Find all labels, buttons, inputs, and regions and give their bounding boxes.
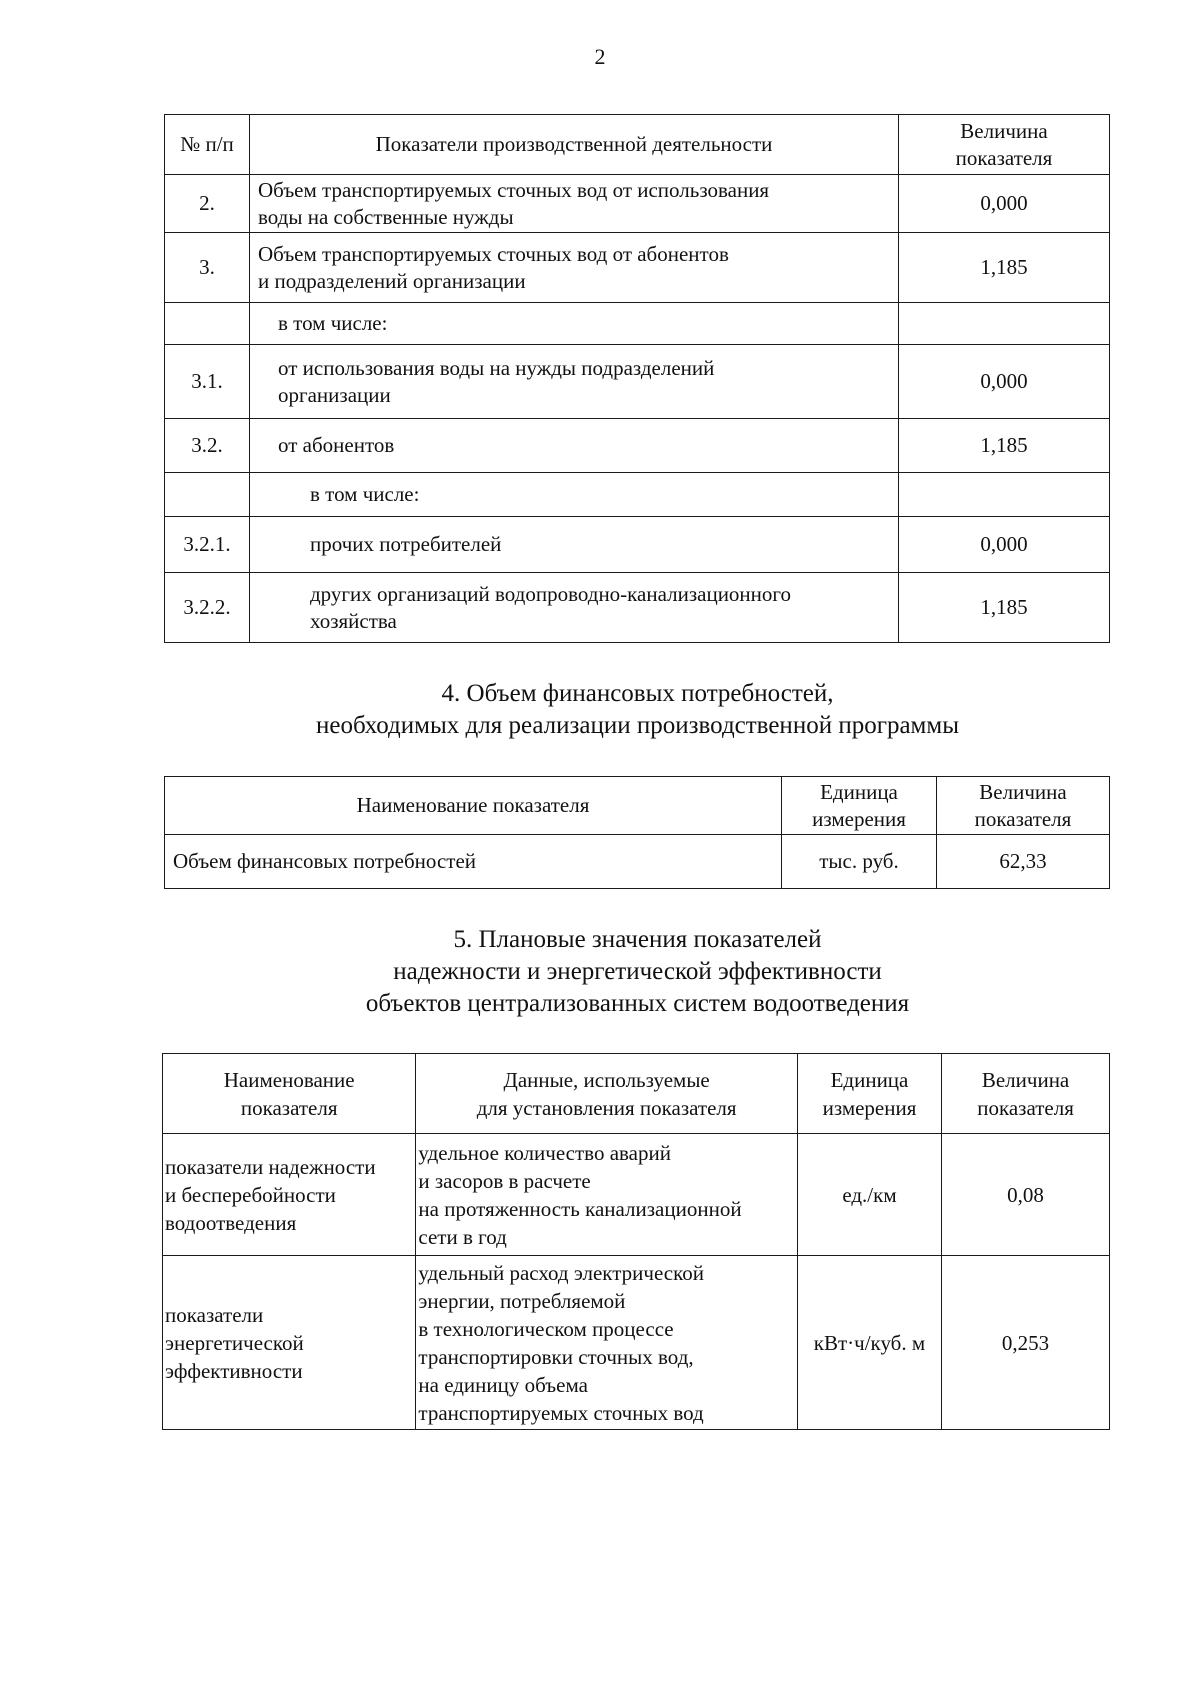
header-unit-line2: измерения (812, 806, 906, 831)
row-value: 0,000 (899, 517, 1110, 573)
row-name: Объем финансовых потребностей (165, 835, 782, 889)
row-indicator-line2: хозяйства (310, 608, 397, 633)
header-unit (797, 1054, 941, 1134)
row-indicator-line2: воды на собственные нужды (258, 204, 514, 229)
table-row (163, 1134, 1110, 1256)
row-indicator-line1: Объем транспортируемых сточных вод от использования (258, 177, 770, 202)
row-value: 0,000 (899, 175, 1110, 233)
section-4-title (0, 678, 1200, 742)
table-row (165, 473, 1110, 517)
row-data-line: на единицу объема (418, 1372, 588, 1397)
row-value: 0,08 (942, 1134, 1110, 1256)
table-row (163, 1256, 1110, 1430)
section-5-title-line2: надежности и энергетической эффективности (393, 958, 882, 985)
row-value: 1,185 (899, 233, 1110, 303)
financial-needs-table (164, 776, 1110, 889)
header-unit (782, 777, 937, 835)
header-value (899, 115, 1110, 175)
table-header-row (165, 777, 1110, 835)
header-value-line1: Величина (981, 1067, 1070, 1092)
row-indicator: от абонентов (250, 419, 899, 473)
row-data-line: удельное количество аварий (418, 1140, 671, 1165)
row-value: 62,33 (937, 835, 1110, 889)
row-indicator (250, 175, 899, 233)
table-header-row (165, 115, 1110, 175)
section-5-title-line1: 5. Плановые значения показателей (453, 926, 822, 953)
row-data-line: транспортируемых сточных вод (418, 1400, 704, 1425)
row-data-line: удельный расход электрической (418, 1260, 704, 1285)
row-num: 3.2.2. (165, 573, 250, 643)
row-num: 3.1. (165, 345, 250, 419)
table-header-row (163, 1054, 1110, 1134)
row-data-line: на протяженность канализационной (418, 1196, 742, 1221)
row-name-line: и бесперебойности (165, 1182, 336, 1207)
header-value-line2: показателя (977, 1095, 1074, 1120)
table-row (165, 517, 1110, 573)
row-value: 1,185 (899, 573, 1110, 643)
header-unit-line1: Единица (830, 1067, 909, 1092)
row-indicator-line1: от использования воды на нужды подразделений (278, 355, 715, 380)
row-unit: ед./км (797, 1134, 941, 1256)
row-value (899, 473, 1110, 517)
row-name-line: энергетической (165, 1330, 304, 1355)
row-value (899, 303, 1110, 345)
table-row (165, 303, 1110, 345)
page-number: 2 (594, 44, 606, 69)
row-data-line: энергии, потребляемой (418, 1288, 626, 1313)
reliability-efficiency-table (162, 1053, 1110, 1430)
row-indicator-line2: и подразделений организации (258, 268, 526, 293)
row-data (416, 1134, 797, 1256)
table-row (165, 233, 1110, 303)
row-value: 1,185 (899, 419, 1110, 473)
row-indicator: прочих потребителей (250, 517, 899, 573)
header-unit-line1: Единица (820, 779, 898, 804)
header-num: № п/п (165, 115, 250, 175)
row-num (165, 473, 250, 517)
header-value-line2: показателя (974, 806, 1072, 831)
row-num: 3.2. (165, 419, 250, 473)
row-indicator-line2: организации (278, 382, 391, 407)
production-indicators-table (164, 114, 1110, 643)
row-indicator: в том числе: (250, 473, 899, 517)
header-value-line1: Величина (979, 779, 1067, 804)
row-name (163, 1256, 416, 1430)
table-row (165, 419, 1110, 473)
header-value-line1: Величина (960, 118, 1048, 143)
row-value: 0,253 (942, 1256, 1110, 1430)
section-4-title-line2: необходимых для реализации производственной программы (315, 712, 959, 739)
header-name: Наименование показателя (165, 777, 782, 835)
row-num: 3. (165, 233, 250, 303)
row-unit: тыс. руб. (782, 835, 937, 889)
row-indicator-line1: других организаций водопроводно-канализационного (310, 581, 792, 606)
header-unit-line2: измерения (822, 1095, 917, 1120)
row-indicator: в том числе: (250, 303, 899, 345)
section-5-title (0, 924, 1200, 1020)
row-name-line: показатели (165, 1302, 264, 1327)
section-5-title-line3: объектов централизованных систем водоотведения (365, 990, 910, 1017)
table-row (165, 835, 1110, 889)
row-value: 0,000 (899, 345, 1110, 419)
row-indicator (250, 573, 899, 643)
row-name-line: показатели надежности (165, 1154, 376, 1179)
header-value (937, 777, 1110, 835)
header-indicator: Показатели производственной деятельности (250, 115, 899, 175)
section-4-title-line1: 4. Объем финансовых потребностей, (441, 680, 834, 707)
table-row (165, 573, 1110, 643)
row-data-line: транспортировки сточных вод, (418, 1344, 694, 1369)
row-data (416, 1256, 797, 1430)
table-row (165, 345, 1110, 419)
row-indicator-line1: Объем транспортируемых сточных вод от абонентов (258, 241, 729, 266)
row-name-line: эффективности (165, 1358, 303, 1383)
header-name-line2: показателя (240, 1095, 338, 1120)
row-name (163, 1134, 416, 1256)
row-name-line: водоотведения (165, 1210, 297, 1235)
header-name (163, 1054, 416, 1134)
header-name-line1: Наименование (223, 1067, 355, 1092)
row-data-line: сети в год (418, 1224, 507, 1249)
row-num: 3.2.1. (165, 517, 250, 573)
row-indicator (250, 233, 899, 303)
row-num (165, 303, 250, 345)
header-value-line2: показателя (955, 145, 1053, 170)
row-num: 2. (165, 175, 250, 233)
table-row (165, 175, 1110, 233)
row-data-line: в технологическом процессе (418, 1316, 674, 1341)
header-data (416, 1054, 797, 1134)
header-data-line1: Данные, используемые (503, 1067, 710, 1092)
row-data-line: и засоров в расчете (418, 1168, 591, 1193)
header-data-line2: для установления показателя (476, 1095, 737, 1120)
row-indicator (250, 345, 899, 419)
row-unit: кВт·ч/куб. м (797, 1256, 941, 1430)
header-value (942, 1054, 1110, 1134)
